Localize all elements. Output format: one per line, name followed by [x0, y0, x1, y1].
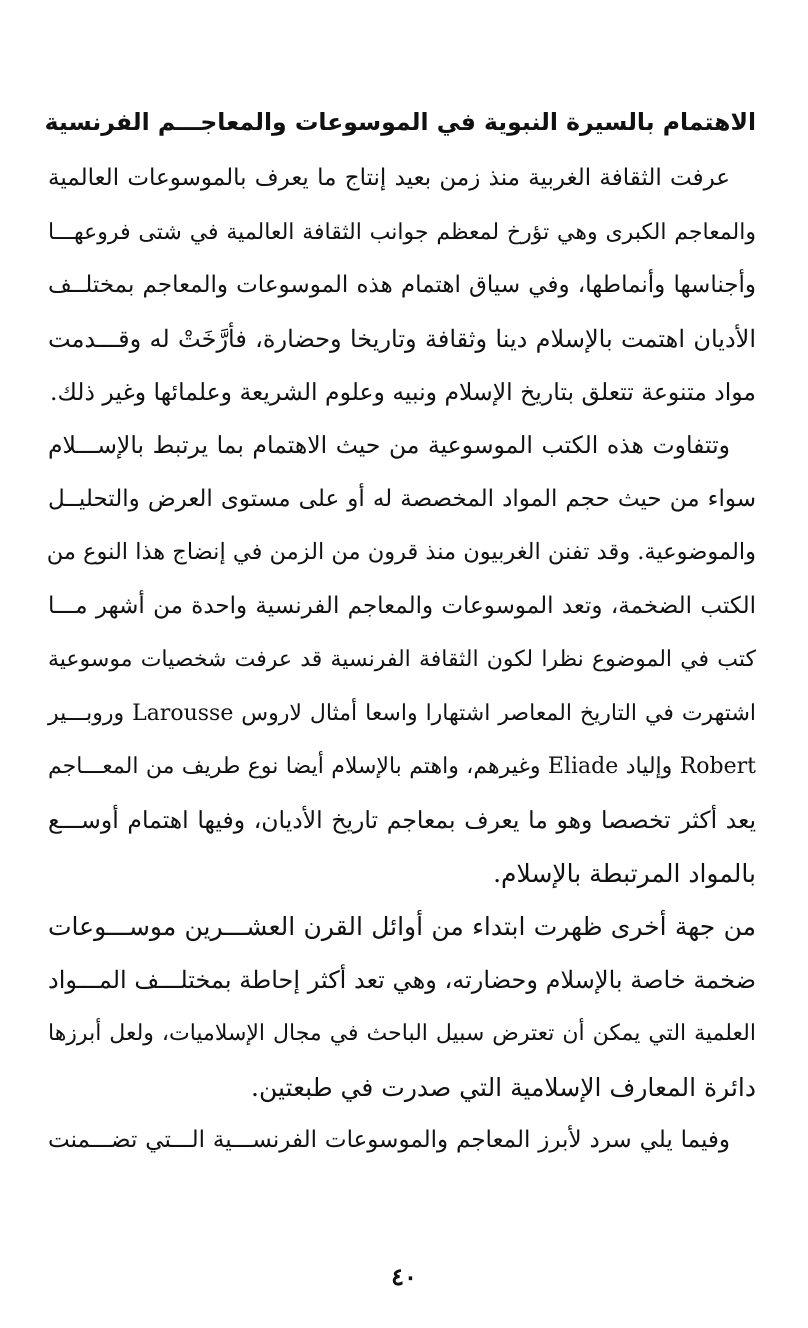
text-line: ضخمة خاصة بالإسلام وحضارته، وهي تعد أكثر إحاطة بمختلـــف المـــواد — [48, 965, 756, 994]
paragraph-2 — [48, 419, 756, 901]
text-line: Robert وإلياد Eliade وغيرهم، واهتم بالإسلام أيضا نوع طريف من المعـــاجم — [48, 754, 756, 779]
section-heading: الاهتمام بالسيرة النبوية في الموسوعات والمعاجـــم الفرنسية — [44, 108, 756, 136]
text-line: سواء من حيث حجم المواد المخصصة له أو على مستوى العرض والتحليــل — [48, 485, 756, 512]
text-line: اشتهرت في التاريخ المعاصر اشتهارا واسعا أمثال لاروس Larousse وروبـــير — [48, 700, 756, 726]
paragraph-1 — [48, 152, 756, 420]
text-line: من جهة أخرى ظهرت ابتداء من أوائل القرن العشـــرين موســـوعات — [48, 912, 756, 941]
text-line: العلمية التي يمكن أن تعترض سبيل الباحث في مجال الإسلاميات، ولعل أبرزها — [48, 1021, 756, 1046]
text-line: وتتفاوت هذه الكتب الموسوعية من حيث الاهتمام بما يرتبط بالإســـلام — [48, 431, 730, 459]
text-line: كتب في الموضوع نظرا لكون الثقافة الفرنسية قد عرفت شخصيات موسوعية — [48, 647, 756, 672]
text-line: والمعاجم الكبرى وهي تؤرخ لمعظم جوانب الثقافة العالمية في شتى فروعهـــا — [48, 219, 756, 245]
text-line: مواد متنوعة تتعلق بتاريخ الإسلام ونبيه وعلوم الشريعة وعلمائها وغير ذلك. — [50, 378, 756, 406]
paragraph-4 — [48, 1114, 756, 1168]
text-line: وفيما يلي سرد لأبرز المعاجم والموسوعات الفرنســـية الـــتي تضـــمنت — [48, 1127, 730, 1153]
text-line: بالمواد المرتبطة بالإسلام. — [493, 859, 756, 888]
text-line: والموضوعية. وقد تفنن الغربيون منذ قرون من الزمن في إنضاج هذا النوع من — [46, 539, 756, 565]
text-line: الكتب الضخمة، وتعد الموسوعات والمعاجم الفرنسية واحدة من أشهر مـــا — [48, 592, 756, 619]
paragraph-3 — [48, 900, 756, 1114]
page-number: ٤٠ — [391, 1262, 417, 1291]
text-line: دائرة المعارف الإسلامية التي صدرت في طبعتين. — [251, 1072, 756, 1102]
text-line: عرفت الثقافة الغربية منذ زمن بعيد إنتاج ما يعرف بالموسوعات العالمية — [48, 165, 730, 191]
text-line: وأجناسها وأنماطها، وفي سياق اهتمام هذه الموسوعات والمعاجم بمختلــف — [48, 272, 756, 298]
text-line: الأديان اهتمت بالإسلام دينا وثقافة وتاريخا وحضارة، فأرَّخَتْ له وقـــدمت — [48, 324, 756, 353]
text-line: يعد أكثر تخصصا وهو ما يعرف بمعاجم تاريخ الأديان، وفيها اهتمام أوســـع — [48, 805, 756, 834]
